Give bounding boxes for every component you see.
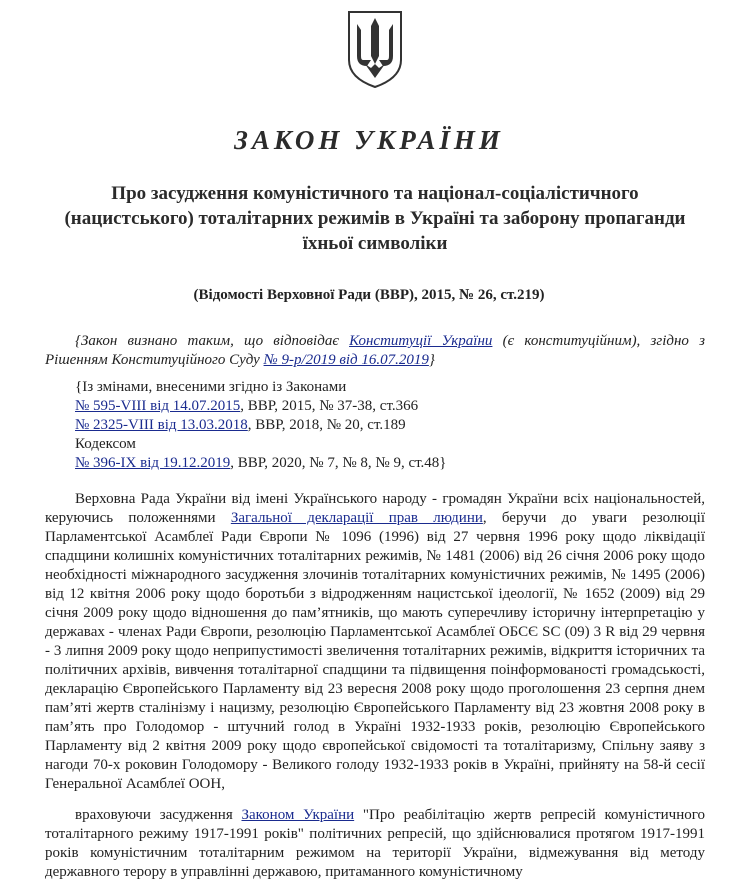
preamble-paragraph — [45, 490, 705, 794]
codex-link[interactable]: № 396-IX від 19.12.2019 — [75, 455, 231, 471]
paragraph-text: враховуючи засудження — [75, 807, 242, 823]
amendment-item — [75, 416, 695, 435]
law-title: ЗАКОН УКРАЇНИ — [234, 125, 504, 155]
court-decision-link[interactable]: № 9-р/2019 від 16.07.2019 — [263, 352, 429, 368]
trident-coat-of-arms-icon — [345, 8, 405, 90]
note-text: } — [428, 352, 435, 368]
constitutionality-note — [45, 332, 705, 370]
law-of-ukraine-link[interactable]: Законом України — [241, 807, 355, 823]
amendments-block — [75, 378, 695, 473]
amendment-item — [75, 397, 695, 416]
note-text: (є конституційним), згідно з Рішенням Конституційного Суду — [45, 333, 705, 368]
amendment-details: , ВВР, 2020, № 7, № 8, № 9, ст.48} — [230, 455, 447, 471]
amendment-details: , ВВР, 2015, № 37-38, ст.366 — [240, 398, 419, 414]
amendment-item — [75, 454, 695, 473]
note-text: {Закон визнано таким, що відповідає — [75, 333, 350, 349]
paragraph-text: , беручи до уваги резолюції Парламентської Асамблеї Ради Європи № 1096 (1996) від 27 червня 1996 року щодо ліквідації спадщини колишніх комуністичних тоталітарних режимів, № 1481 (2006) від 26 січня 2006 року щодо необхідності міжнародного засудження злочинів тоталітарних комуністичних режимів, № 1495 (2006) від 12 квітня 2006 року щодо боротьби з відродженням нацистської ідеології, № 1652 (2009) від 29 січня 2009 року щодо відношення до пам’ятників, що мають суперечливу історичну інтерпретацію у державах - членах Ради Європи, резолюцію Парламентської Асамблеї ОБСЄ SC (09) 3 R від 29 червня - 3 липня 2009 року щодо неприпустимості звеличення тоталітарних режимів, відкриття історичних та політичних архівів, вивчення тоталітарної спадщини та підвищення поінформованості громадськості, декларацію Європейського Парламенту від 23 вересня 2008 року щодо проголошення 23 серпня днем пам’яті жертв сталінізму і нацизму, резолюцію Європейського Парламенту від 23 жовтня 2008 року в пам’ять про Голодомор - штучний голод в Україні 1932-1933 років, резолюцію Європейського Парламенту від 2 квітня 2009 року щодо європейської свідомості та тоталітаризму, Спільну заяву з нагоди 70-х роковин Голодомору - Великого голоду 1932-1933 років в Україні, прийняту на 58-й сесії Генеральної Асамблеї ООН, — [45, 510, 705, 792]
amendment-details: , ВВР, 2018, № 20, ст.189 — [247, 417, 406, 433]
codex-label: Кодексом — [75, 436, 136, 452]
amendment-link[interactable]: № 2325-VIII від 13.03.2018 — [75, 417, 248, 433]
preamble-paragraph — [45, 806, 705, 882]
law-subtitle: Про засудження комуністичного та націонал-соціалістичного (нацистського) тоталітарних режимів в Україні та заборону пропаганди їхньої символіки — [64, 183, 686, 254]
amendments-intro: {Із змінами, внесеними згідно із Законами — [75, 379, 347, 395]
publication-source: (Відомості Верховної Ради (ВВР), 2015, № 26, ст.219) — [193, 287, 545, 303]
paragraph-text: Верховна Рада України від імені Українського народу - громадян України всіх національностей, керуючись положеннями — [45, 491, 705, 526]
amendment-link[interactable]: № 595-VIII від 14.07.2015 — [75, 398, 241, 414]
human-rights-declaration-link[interactable]: Загальної декларації прав людини — [230, 510, 483, 526]
constitution-link[interactable]: Конституції України — [349, 333, 493, 349]
paragraph-text: "Про реабілітацію жертв репресій комуністичного тоталітарного режиму 1917-1991 років" політичних репресій, що здійснювалися протягом 1917-1991 років комуністичним тоталітарним режимом на території України, відмежування від методу державного терору в управлінні державою, притаманного комуністичному — [45, 807, 706, 880]
